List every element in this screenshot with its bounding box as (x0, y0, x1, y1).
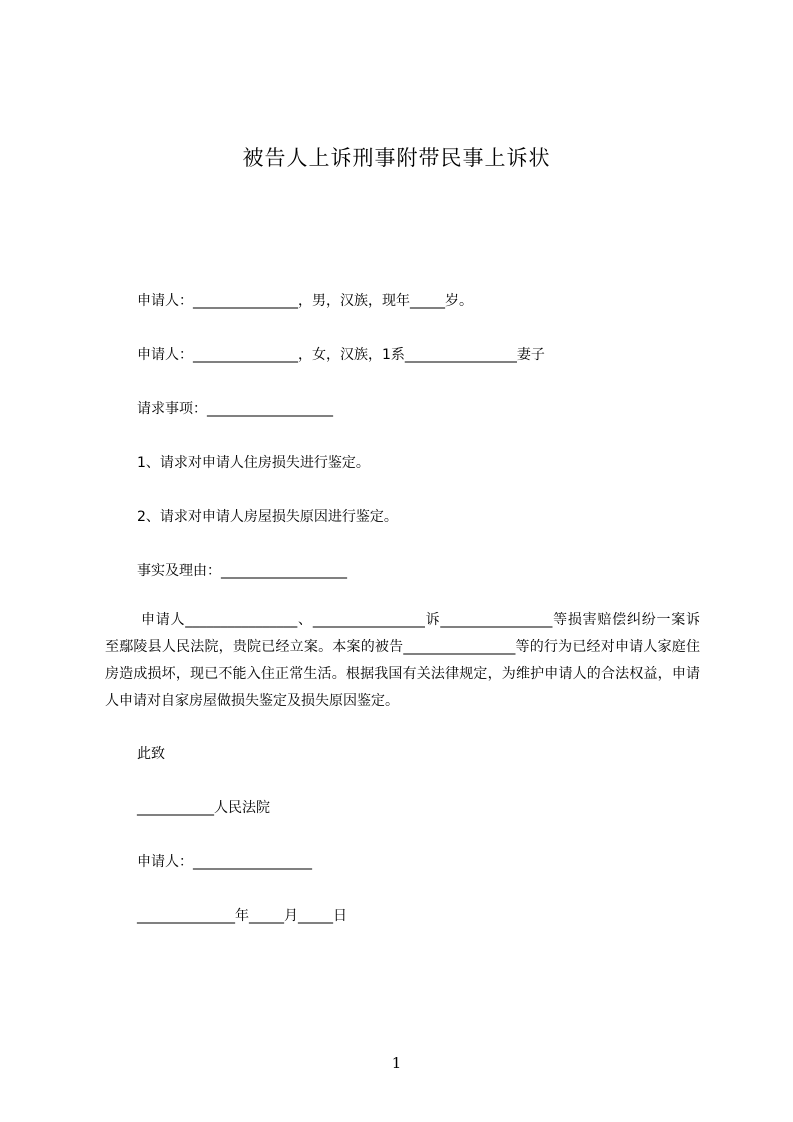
signature-line: 申请人：_________________ (137, 854, 312, 870)
request-heading: 请求事项：__________________ (137, 401, 333, 417)
request-item-1: 1、请求对申请人住房损失进行鉴定。 (137, 455, 370, 471)
request-item-2: 2、请求对申请人房屋损失原因进行鉴定。 (137, 509, 398, 525)
facts-heading: 事实及理由：__________________ (137, 563, 347, 579)
document-title: 被告人上诉刑事附带民事上诉状 (242, 146, 551, 170)
court-line: ___________人民法院 (137, 800, 270, 816)
applicant-2-line: 申请人：_______________，女，汉族，1系________________妻子 (137, 347, 545, 363)
closing-salutation: 此致 (137, 746, 165, 762)
page-number: 1 (391, 1054, 402, 1072)
date-line: ______________年_____月_____日 (137, 908, 347, 924)
facts-paragraph: 申请人________________、________________诉________________等损害赔偿纠纷一案诉至鄢陵县人民法院，贵院已经立案。本案的被告________________等的行为已经对申请人家庭住房造成损坏，现已不能入住正常生活。根据我国有关法律规定，为维护申请人的合法权益，申请人申请对自家房屋做损失鉴定及损失原因鉴定。 (105, 612, 700, 709)
applicant-1-line: 申请人：_______________，男，汉族，现年_____岁。 (137, 293, 473, 309)
